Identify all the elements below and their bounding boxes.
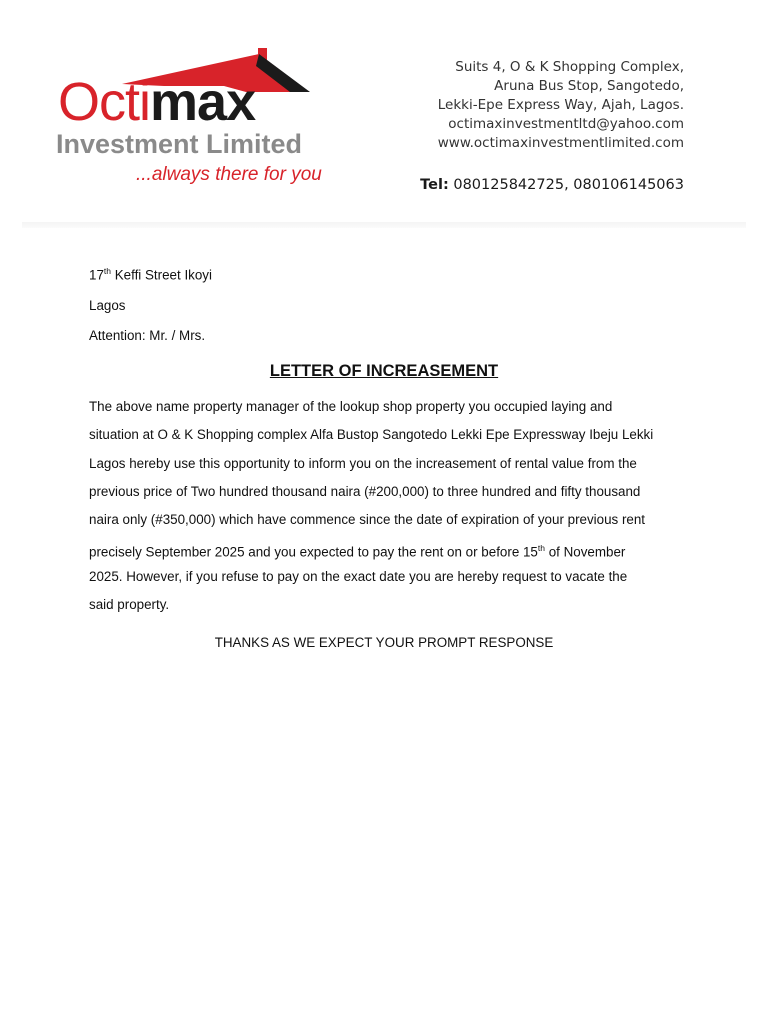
recipient-street-name: Keffi Street Ikoyi <box>111 267 212 283</box>
address-line: Lekki-Epe Express Way, Ajah, Lagos. <box>437 97 684 113</box>
letter-title: LETTER OF INCREASEMENT <box>269 362 499 380</box>
address-line: Aruna Bus Stop, Sangotedo, <box>494 78 684 94</box>
paragraph-line: 2025. However, if you refuse to pay on the exact date you are hereby request to vacate the <box>89 568 628 584</box>
tel-numbers: 080125842725, 080106145063 <box>453 177 684 193</box>
logo-wordmark <box>58 72 255 132</box>
paragraph-line: previous price of Two hundred thousand naira (#200,000) to three hundred and fifty thousand <box>89 483 641 499</box>
paragraph-line: situation at O & K Shopping complex Alfa Bustop Sangotedo Lekki Epe Expressway Ibeju Lekki <box>89 427 654 443</box>
company-email: octimaxinvestmentltd@yahoo.com <box>448 116 684 132</box>
recipient-street-suffix: th <box>103 266 111 276</box>
company-website: www.octimaxinvestmentlimited.com <box>437 135 684 151</box>
letter-body-paragraph <box>89 396 689 622</box>
paragraph-line: said property. <box>89 597 170 613</box>
company-address <box>438 58 684 153</box>
logo-subtitle: Investment Limited <box>56 129 303 159</box>
paragraph-line-end: of November <box>544 544 626 560</box>
logo-wordmark-max: max <box>150 72 256 132</box>
closing-statement: THANKS AS WE EXPECT YOUR PROMPT RESPONSE <box>214 635 554 650</box>
recipient-street <box>89 266 212 282</box>
paragraph-line <box>89 537 689 565</box>
header-divider <box>22 222 746 228</box>
attention-line: Attention: Mr. / Mrs. <box>89 328 206 343</box>
recipient-street-number: 17 <box>89 267 104 283</box>
company-logo <box>56 46 346 196</box>
paragraph-line: naira only (#350,000) which have commence since the date of expiration of your previous rent <box>89 512 646 528</box>
letterhead <box>0 0 768 230</box>
recipient-city: Lagos <box>89 298 126 313</box>
address-line: Suits 4, O & K Shopping Complex, <box>455 59 684 75</box>
logo-tagline: ...always there for you <box>136 164 322 185</box>
paragraph-line: Lagos hereby use this opportunity to inform you on the increasement of rental value from the <box>89 455 637 471</box>
company-telephone <box>420 177 684 193</box>
paragraph-line-start: precisely September 2025 and you expected to pay the rent on or before 15 <box>89 544 538 560</box>
date-suffix: th <box>537 543 545 554</box>
paragraph-line: The above name property manager of the lookup shop property you occupied laying and <box>89 399 613 414</box>
tel-label: Tel: <box>420 177 449 193</box>
logo-wordmark-octi: Octi <box>58 72 151 132</box>
